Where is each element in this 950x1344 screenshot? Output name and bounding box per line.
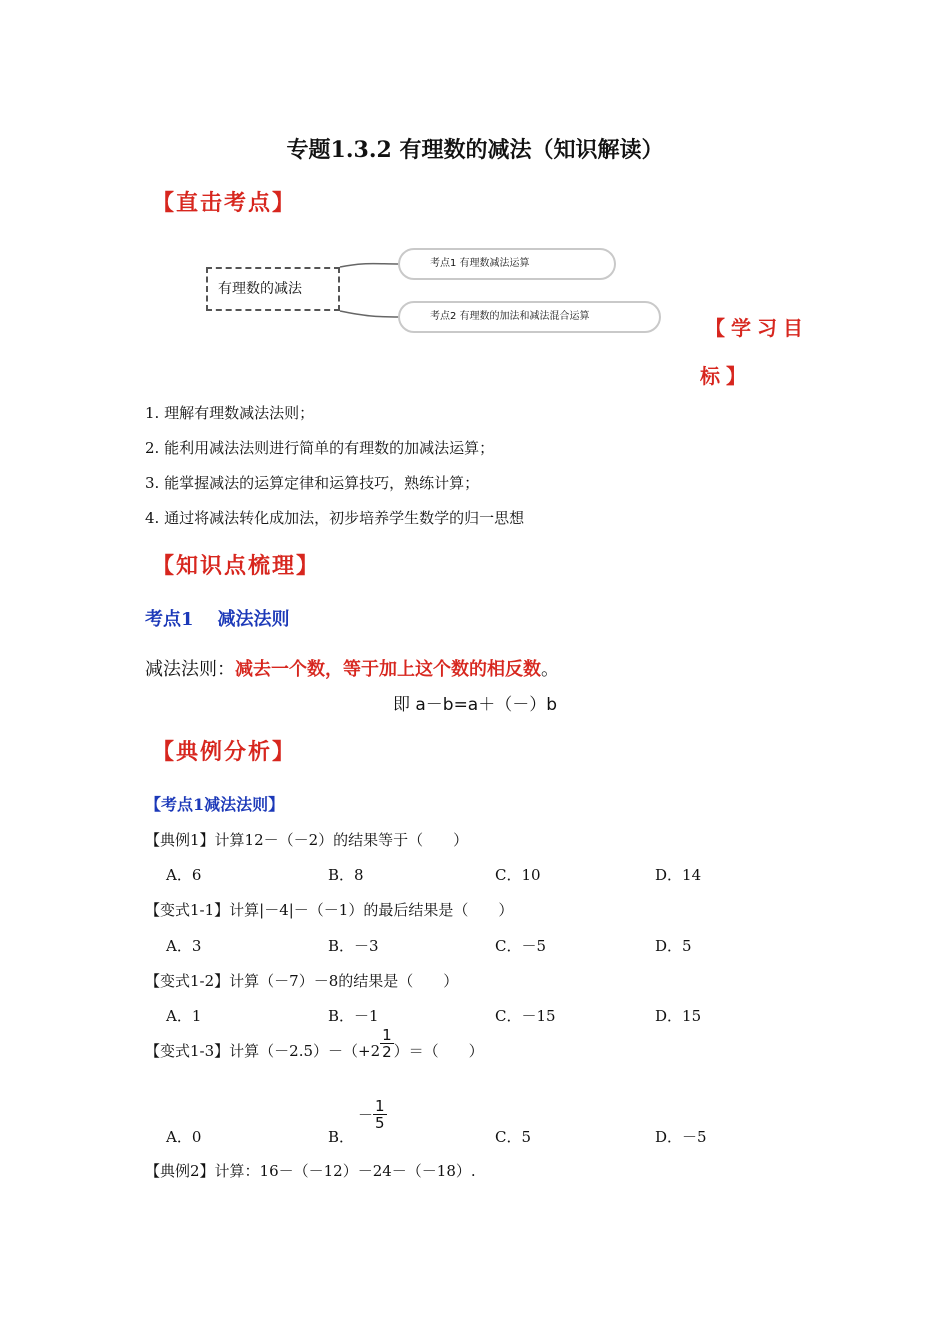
kp1-heading [145,605,290,631]
kp1-label: 考点1 [145,609,194,630]
subtraction-rule [145,655,559,681]
q4-option-b-numerator: 1 [375,1097,385,1115]
q4-option-d: D．－5 [655,1128,707,1146]
q3-option-d: D．15 [655,1007,702,1025]
q1-option-c: C．10 [495,866,541,884]
q4-fraction-denominator: 2 [382,1042,392,1061]
mindmap-node-1: 考点1 有理数减法运算 [398,248,616,280]
q4-option-b: B． [328,1128,355,1146]
q4-text-a: 【变式1-3】计算（－2.5）－（+2 [145,1042,381,1060]
q3-option-b: B．－1 [328,1007,379,1025]
goal-item: 1. 理解有理数减法法则； [145,404,315,422]
section-heading-knowledge: 【知识点梳理】 [152,553,321,579]
kp1-name: 减法法则 [217,609,290,630]
q4-fraction [380,1027,394,1060]
q1-option-b: B．8 [328,866,364,884]
q4-option-a: A．0 [166,1128,202,1146]
q2-option-d: D．5 [655,937,692,955]
q4-option-b-value [358,1098,387,1131]
question-4 [145,1025,484,1061]
section-heading-goals-part1: 【学习目 [705,316,809,340]
q2-option-a: A．3 [166,937,202,955]
q4-option-b-fraction [373,1098,387,1131]
rule-formula: 即 a－b=a＋（－）b [392,695,558,715]
question-5: 【典例2】计算：16－（－12）－24－（－18）. [145,1162,476,1180]
q3-option-c: C．－15 [495,1007,556,1025]
section-heading-examples: 【典例分析】 [152,739,297,765]
section-heading-key-points: 【直击考点】 [152,190,297,216]
question-1: 【典例1】计算12－（－2）的结果等于（ ） [145,831,469,849]
mindmap-node-2: 考点2 有理数的加法和减法混合运算 [398,301,661,333]
q4-option-c: C．5 [495,1128,532,1146]
goal-item: 2. 能利用减法法则进行简单的有理数的加减法运算； [145,439,495,457]
q4-option-b-denominator: 5 [375,1114,385,1132]
goal-item: 4. 通过将减法转化成加法，初步培养学生数学的归一思想 [145,509,525,527]
mindmap [195,240,675,340]
rule-suffix: 。 [541,659,559,680]
q1-option-d: D．14 [655,866,702,884]
example-heading: 【考点1减法法则】 [145,795,285,814]
question-3: 【变式1-2】计算（－7）－8的结果是（ ） [145,972,459,990]
rule-text: 减去一个数，等于加上这个数的相反数 [235,659,541,680]
page-title: 专题1.3.2 有理数的减法（知识解读） [286,137,664,163]
q4-option-b-sign: － [358,1106,374,1124]
mindmap-root: 有理数的减法 [206,267,340,311]
q3-option-a: A．1 [166,1007,202,1025]
q1-option-a: A．6 [166,866,202,884]
question-2: 【变式1-1】计算|－4|－（－1）的最后结果是（ ） [145,901,514,919]
rule-prefix: 减法法则： [145,659,235,680]
goal-item: 3. 能掌握减法的运算定律和运算技巧，熟练计算； [145,474,480,492]
q2-option-c: C．－5 [495,937,547,955]
q4-text-b: ）＝（ ） [393,1042,484,1060]
section-heading-goals-part2: 标】 [700,364,752,388]
q4-fraction-numerator: 1 [382,1025,392,1044]
q2-option-b: B．－3 [328,937,379,955]
